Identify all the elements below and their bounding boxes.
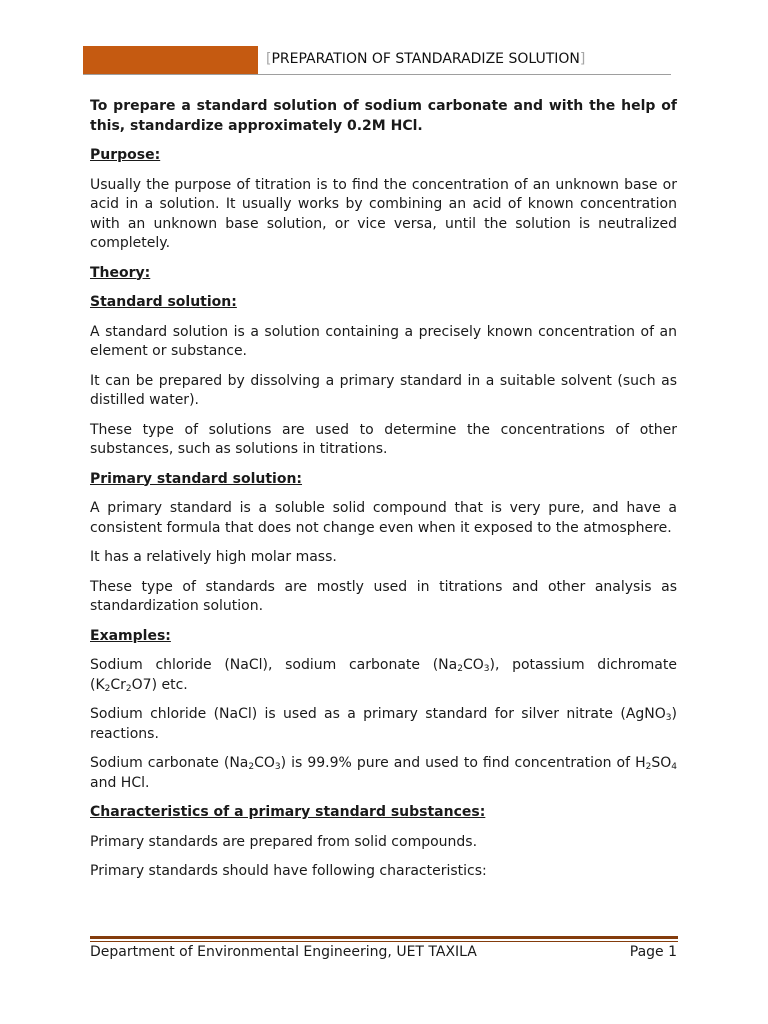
header-bracket-open: [ bbox=[266, 51, 272, 67]
example-text: O7) etc. bbox=[131, 676, 188, 693]
characteristics-paragraph: Primary standards are prepared from solid compounds. bbox=[90, 833, 478, 850]
footer-rule-thick bbox=[90, 936, 678, 939]
example-paragraph bbox=[90, 656, 677, 695]
example-paragraph bbox=[90, 705, 677, 744]
primary-standard-paragraph: It has a relatively high molar mass. bbox=[90, 549, 337, 565]
standard-solution-paragraph: A standard solution is a solution containing a precisely known concentration of an element or substance. bbox=[90, 323, 677, 359]
header-title-text: PREPARATION OF STANDARADIZE SOLUTION bbox=[271, 51, 580, 67]
primary-standard-paragraph: A primary standard is a soluble solid compound that is very pure, and have a consistent formula that does not change even when it exposed to the atmosphere. bbox=[90, 500, 677, 536]
subscript: 2 bbox=[645, 762, 652, 772]
subscript: 3 bbox=[274, 762, 281, 772]
subscript: 3 bbox=[665, 713, 672, 723]
subscript: 2 bbox=[248, 762, 255, 772]
header-rule bbox=[83, 74, 671, 75]
example-text: ), potassium dichromate (K bbox=[90, 657, 677, 693]
footer-department: Department of Environmental Engineering, UET TAXILA bbox=[90, 944, 477, 960]
standard-solution-paragraph: It can be prepared by dissolving a primary standard in a suitable solvent (such as distilled water). bbox=[90, 372, 677, 408]
example-text: CO bbox=[462, 657, 484, 673]
primary-standard-paragraph: These type of standards are mostly used in titrations and other analysis as standardization solution. bbox=[90, 578, 677, 614]
page-header-title bbox=[266, 51, 585, 67]
intro-paragraph: To prepare a standard solution of sodium carbonate and with the help of this, standardize approximately 0.2M HCl. bbox=[90, 98, 677, 134]
example-text: Sodium carbonate (Na bbox=[90, 755, 249, 771]
header-bracket-close: ] bbox=[579, 51, 586, 67]
example-text: and HCl. bbox=[90, 774, 150, 791]
header-accent-bar bbox=[83, 46, 258, 74]
standard-solution-heading: Standard solution: bbox=[90, 294, 237, 310]
subscript: 2 bbox=[457, 664, 463, 674]
footer-rule-thin bbox=[90, 941, 678, 942]
subscript: 3 bbox=[483, 664, 490, 674]
standard-solution-paragraph: These type of solutions are used to determine the concentrations of other substances, such as solutions in titrations. bbox=[90, 421, 677, 457]
examples-heading: Examples: bbox=[90, 627, 171, 644]
characteristics-heading: Characteristics of a primary standard substances: bbox=[90, 804, 486, 820]
footer-page-number: Page 1 bbox=[629, 944, 677, 960]
example-paragraph bbox=[90, 754, 677, 793]
example-text: Sodium chloride (NaCl), sodium carbonate (Na bbox=[90, 657, 458, 673]
subscript: 4 bbox=[671, 762, 677, 772]
subscript: 2 bbox=[104, 683, 111, 694]
example-text: Sodium chloride (NaCl) is used as a primary standard for silver nitrate (AgNO bbox=[90, 706, 666, 722]
purpose-paragraph: Usually the purpose of titration is to find the concentration of an unknown base or acid in a solution. It usually works by combining an acid of known concentration with an unknown base solution, or vice versa, until the solution is neutralized completely. bbox=[90, 176, 677, 251]
example-text: ) reactions. bbox=[90, 706, 677, 742]
example-text: Cr bbox=[110, 676, 126, 693]
document-body bbox=[90, 97, 677, 892]
subscript: 2 bbox=[125, 683, 132, 694]
primary-standard-heading: Primary standard solution: bbox=[90, 470, 303, 487]
characteristics-paragraph: Primary standards should have following characteristics: bbox=[90, 863, 487, 879]
example-text: ) is 99.9% pure and used to find concentration of H bbox=[280, 755, 646, 771]
example-text: CO bbox=[254, 755, 275, 771]
purpose-heading: Purpose: bbox=[90, 147, 161, 163]
theory-heading: Theory: bbox=[90, 264, 151, 281]
example-text: SO bbox=[651, 755, 672, 771]
